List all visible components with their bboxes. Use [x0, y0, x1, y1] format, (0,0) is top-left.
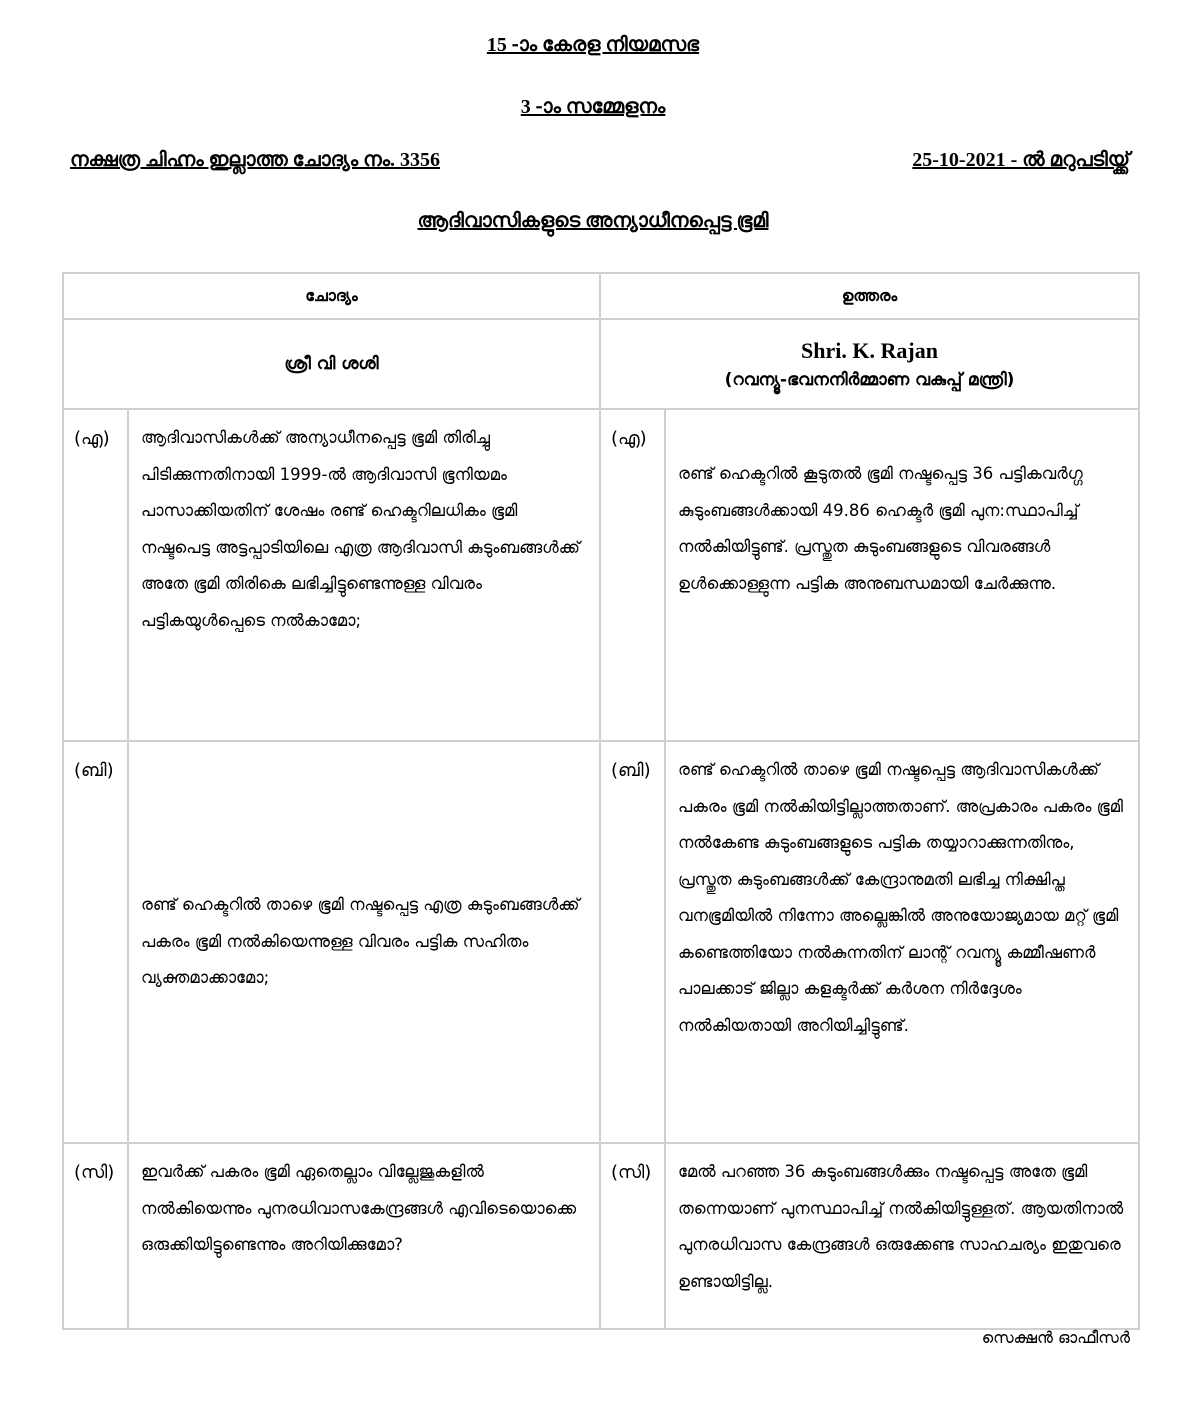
answer-text: മേൽ പറഞ്ഞ 36 കുടുംബങ്ങൾക്കും നഷ്ടപ്പെട്ട അതേ ഭൂമി തന്നെയാണ് പുനസ്ഥാപിച്ച് നൽകിയിട്ടുള്ളത്. ആയതിനാൽ പുനരധിവാസ കേന്ദ്രങ്ങൾ ഒരുക്കേണ്ട സാഹചര്യം ഇതുവരെ ഉണ്ടായിട്ടില്ല.	[665, 1143, 1139, 1329]
minister-department: (റവന്യൂ-ഭവനനിർമ്മാണ വകുപ്പ് മന്ത്രി)	[724, 370, 1015, 390]
table-row	[63, 741, 1139, 1143]
question-label: (എ)	[63, 409, 128, 741]
member-name: ശ്രീ വി ശശി	[63, 319, 600, 409]
question-number: നക്ഷത്ര ചിഹ്നം ഇല്ലാത്ത ചോദ്യം നം. 3356	[70, 149, 441, 171]
assembly-title: 15 -ാം കേരള നിയമസഭ	[486, 34, 700, 56]
minister-cell	[600, 319, 1139, 409]
session-title: 3 -ാം സമ്മേളനം	[520, 96, 666, 118]
answer-column-header: ഉത്തരം	[600, 273, 1139, 319]
answer-date: 25-10-2021 - ൽ മറുപടിയ്ക്ക്	[912, 149, 1130, 171]
question-answer-table	[62, 272, 1140, 1330]
answer-text: രണ്ട് ഹെക്ടറിൽ താഴെ ഭൂമി നഷ്ടപ്പെട്ട ആദിവാസികൾക്ക് പകരം ഭൂമി നൽകിയിട്ടില്ലാത്തതാണ്. അപ്രകാരം പകരം ഭൂമി നൽകേണ്ട കുടുംബങ്ങളുടെ പട്ടിക തയ്യാറാക്കുന്നതിനും, പ്രസ്തുത കുടുംബങ്ങൾക്ക് കേന്ദ്രാനുമതി ലഭിച്ച നിക്ഷിപ്ത വനഭൂമിയിൽ നിന്നോ അല്ലെങ്കിൽ അനുയോജ്യമായ മറ്റ് ഭൂമി കണ്ടെത്തിയോ നൽകുന്നതിന് ലാന്റ് റവന്യൂ കമ്മീഷണർ പാലക്കാട് ജില്ലാ കളക്ടർക്ക് കർശന നിർദ്ദേശം നൽകിയതായി അറിയിച്ചിട്ടുണ്ട്.	[665, 741, 1139, 1143]
answer-label: (സി)	[600, 1143, 665, 1329]
question-text: ഇവർക്ക് പകരം ഭൂമി ഏതെല്ലാം വില്ലേജുകളിൽ നൽകിയെന്നും പുനരധിവാസകേന്ദ്രങ്ങൾ എവിടെയൊക്കെ ഒരുക്കിയിട്ടുണ്ടെന്നും അറിയിക്കുമോ?	[128, 1143, 600, 1329]
answer-label: (എ)	[600, 409, 665, 741]
question-label: (സി)	[63, 1143, 128, 1329]
table-row	[63, 409, 1139, 741]
question-column-header: ചോദ്യം	[63, 273, 600, 319]
question-text: രണ്ട് ഹെക്ടറിൽ താഴെ ഭൂമി നഷ്ടപ്പെട്ട എത്ര കുടുംബങ്ങൾക്ക് പകരം ഭൂമി നൽകിയെന്നുള്ള വിവരം പട്ടിക സഹിതം വ്യക്തമാക്കാമോ;	[128, 741, 600, 1143]
signature-designation: സെക്ഷൻ ഓഫീസർ	[981, 1328, 1130, 1347]
answer-text: രണ്ട് ഹെക്ടറിൽ കൂടുതൽ ഭൂമി നഷ്ടപ്പെട്ട 36 പട്ടികവർഗ്ഗ കുടുംബങ്ങൾക്കായി 49.86 ഹെക്ടർ ഭൂമി പുന:സ്ഥാപിച്ച് നൽകിയിട്ടുണ്ട്. പ്രസ്തുത കുടുംബങ്ങളുടെ വിവരങ്ങൾ ഉൾക്കൊള്ളുന്ന പട്ടിക അനുബന്ധമായി ചേർക്കുന്നു.	[665, 409, 1139, 741]
question-label: (ബി)	[63, 741, 128, 1143]
answer-label: (ബി)	[600, 741, 665, 1143]
table-row	[63, 1143, 1139, 1329]
subject-title: ആദിവാസികളുടെ അന്യാധീനപ്പെട്ട ഭൂമി	[417, 210, 769, 232]
question-text: ആദിവാസികൾക്ക് അന്യാധീനപ്പെട്ട ഭൂമി തിരിച്ചു പിടിക്കുന്നതിനായി 1999-ൽ ആദിവാസി ഭൂനിയമം പാസാക്കിയതിന് ശേഷം രണ്ട് ഹെക്ടറിലധികം ഭൂമി നഷ്ടപെട്ട അട്ടപ്പാടിയിലെ എത്ര ആദിവാസി കുടുംബങ്ങൾക്ക് അതേ ഭൂമി തിരികെ ലഭിച്ചിട്ടുണ്ടെന്നുള്ള വിവരം പട്ടികയുൾപ്പെടെ നൽകാമോ;	[128, 409, 600, 741]
minister-name: Shri. K. Rajan	[801, 338, 938, 363]
